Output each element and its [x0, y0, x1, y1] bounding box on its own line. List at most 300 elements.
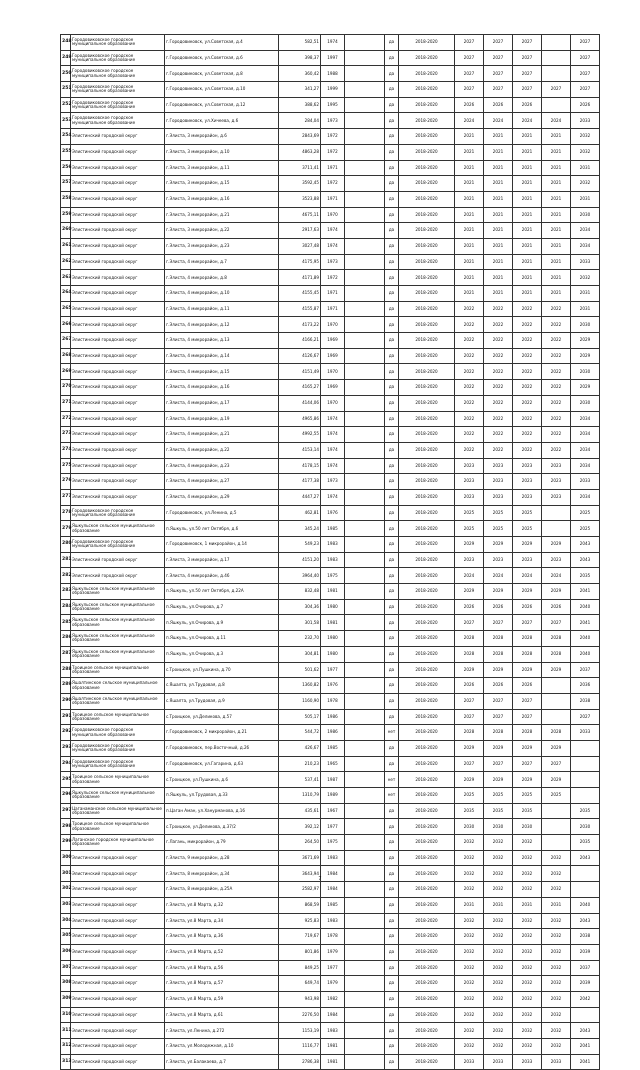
cell-area: 4177,38 [279, 474, 321, 490]
cell-area: 925,83 [279, 913, 321, 929]
cell-year-2: 2027 [484, 50, 513, 66]
cell-period: 2018-2020 [399, 537, 455, 553]
cell-address: п.Яшкуль, ул.Очирова, д.11 [165, 631, 279, 647]
table-row [61, 82, 600, 98]
cell-year-final: 2043 [571, 537, 600, 553]
cell-year-3: 2022 [513, 380, 542, 396]
cell-year-final: 2027 [571, 50, 600, 66]
cell-year-4: 2032 [542, 929, 571, 945]
cell-year-3: 2025 [513, 788, 542, 804]
cell-row-number: 296 [61, 788, 71, 804]
cell-year-2: 2021 [484, 270, 513, 286]
cell-year-1: 2022 [455, 380, 484, 396]
cell-period: 2018-2020 [399, 819, 455, 835]
table-row [61, 960, 600, 976]
cell-year-built: 1981 [321, 1054, 345, 1070]
cell-year-1: 2031 [455, 897, 484, 913]
cell-blank [345, 709, 385, 725]
cell-year-2: 2021 [484, 207, 513, 223]
cell-blank [345, 521, 385, 537]
cell-year-3: 2032 [513, 944, 542, 960]
cell-flag: да [385, 66, 399, 82]
cell-year-1: 2032 [455, 882, 484, 898]
cell-year-built: 1965 [321, 756, 345, 772]
cell-period: 2018-2020 [399, 144, 455, 160]
cell-period: 2018-2020 [399, 97, 455, 113]
table-row [61, 66, 600, 82]
cell-municipality: Яшкульское сельское муниципальное образование [71, 631, 165, 647]
cell-municipality: Элистинский городской округ [71, 411, 165, 427]
cell-period: 2018-2020 [399, 207, 455, 223]
cell-year-2: 2029 [484, 537, 513, 553]
cell-municipality: Яшкульское сельское муниципальное образование [71, 584, 165, 600]
cell-year-1: 2026 [455, 97, 484, 113]
cell-flag: да [385, 301, 399, 317]
cell-year-4 [542, 521, 571, 537]
cell-year-3: 2027 [513, 35, 542, 51]
table-row [61, 1039, 600, 1055]
cell-flag: да [385, 442, 399, 458]
cell-year-2: 2033 [484, 1054, 513, 1070]
cell-address: г.Элиста, ул.8 Марта, д.56 [165, 960, 279, 976]
cell-municipality: Городовиковское городское муниципальное образование [71, 537, 165, 553]
cell-year-3: 2021 [513, 270, 542, 286]
cell-year-4: 2021 [542, 238, 571, 254]
cell-year-4: 2029 [542, 662, 571, 678]
cell-flag: да [385, 129, 399, 145]
cell-year-1: 2024 [455, 113, 484, 129]
cell-year-1: 2032 [455, 913, 484, 929]
cell-municipality: Лаганское городское муниципальное образование [71, 835, 165, 851]
cell-year-2: 2022 [484, 348, 513, 364]
cell-municipality: Элистинский городской округ [71, 254, 165, 270]
cell-year-final: 2033 [571, 474, 600, 490]
cell-municipality: Элистинский городской округ [71, 850, 165, 866]
cell-flag: да [385, 474, 399, 490]
cell-row-number: 248 [61, 35, 71, 51]
cell-address: г.Городовиковск, ул.Ленина, д.5 [165, 505, 279, 521]
cell-year-built: 1989 [321, 788, 345, 804]
cell-year-2: 2032 [484, 866, 513, 882]
table-row [61, 662, 600, 678]
cell-period: 2018-2020 [399, 223, 455, 239]
cell-year-1: 2029 [455, 772, 484, 788]
cell-flag: да [385, 82, 399, 98]
cell-year-4: 2021 [542, 207, 571, 223]
cell-address: г.Городовиковск, ул.Советская, д.6 [165, 50, 279, 66]
cell-address: п.Яшкуль, ул.50 лет Октября, д.6 [165, 521, 279, 537]
cell-year-4 [542, 50, 571, 66]
cell-period: 2018-2020 [399, 772, 455, 788]
table-row [61, 238, 600, 254]
cell-year-built: 1972 [321, 270, 345, 286]
cell-year-3: 2021 [513, 238, 542, 254]
cell-blank [345, 458, 385, 474]
cell-blank [345, 662, 385, 678]
table-row [61, 395, 600, 411]
cell-address: с.Яшалта, ул.Трудовая, д.8 [165, 678, 279, 694]
cell-blank [345, 1007, 385, 1023]
cell-row-number: 308 [61, 976, 71, 992]
cell-flag: да [385, 489, 399, 505]
table-row [61, 772, 600, 788]
cell-year-2: 2029 [484, 740, 513, 756]
cell-period: 2018-2020 [399, 191, 455, 207]
cell-address: г.Элиста, ул.8 Марта, д.61 [165, 1007, 279, 1023]
cell-address: с.Троицкое, ул.Пушкина, д.6 [165, 772, 279, 788]
cell-period: 2018-2020 [399, 944, 455, 960]
cell-address: г.Элиста, 3 микрорайон, д.23 [165, 238, 279, 254]
cell-row-number: 280 [61, 537, 71, 553]
table-row [61, 944, 600, 960]
cell-year-1: 2023 [455, 552, 484, 568]
cell-year-built: 1983 [321, 1023, 345, 1039]
cell-area: 3711,41 [279, 160, 321, 176]
cell-year-1: 2027 [455, 66, 484, 82]
cell-year-1: 2022 [455, 333, 484, 349]
cell-flag: да [385, 97, 399, 113]
cell-year-3: 2026 [513, 97, 542, 113]
cell-year-final: 2030 [571, 207, 600, 223]
cell-year-4: 2026 [542, 599, 571, 615]
cell-area: 345,24 [279, 521, 321, 537]
cell-year-4: 2029 [542, 537, 571, 553]
cell-address: г.Элиста, 4 микрорайон, д.12 [165, 317, 279, 333]
table-row [61, 348, 600, 364]
cell-blank [345, 929, 385, 945]
cell-area: 2843,69 [279, 129, 321, 145]
cell-year-3: 2033 [513, 1054, 542, 1070]
cell-year-3: 2022 [513, 333, 542, 349]
cell-year-3: 2032 [513, 850, 542, 866]
cell-flag: да [385, 709, 399, 725]
table-row [61, 223, 600, 239]
cell-blank [345, 803, 385, 819]
cell-period: 2018-2020 [399, 788, 455, 804]
table-row [61, 976, 600, 992]
cell-period: 2018-2020 [399, 646, 455, 662]
cell-municipality: Элистинский городской округ [71, 144, 165, 160]
cell-address: г.Элиста, 4 микрорайон, д.46 [165, 568, 279, 584]
cell-year-2: 2021 [484, 286, 513, 302]
cell-blank [345, 1023, 385, 1039]
cell-year-4: 2032 [542, 1039, 571, 1055]
table-row [61, 646, 600, 662]
cell-row-number: 299 [61, 835, 71, 851]
cell-year-final: 2033 [571, 725, 600, 741]
cell-year-final: 2041 [571, 584, 600, 600]
cell-period: 2018-2020 [399, 129, 455, 145]
cell-area: 264,50 [279, 835, 321, 851]
cell-flag: да [385, 207, 399, 223]
cell-flag: да [385, 191, 399, 207]
cell-period: 2018-2020 [399, 238, 455, 254]
table-row [61, 270, 600, 286]
cell-blank [345, 474, 385, 490]
cell-municipality: Элистинский городской округ [71, 474, 165, 490]
cell-year-3: 2032 [513, 913, 542, 929]
cell-year-built: 1995 [321, 97, 345, 113]
cell-period: 2018-2020 [399, 568, 455, 584]
cell-year-4: 2031 [542, 897, 571, 913]
cell-year-1: 2029 [455, 584, 484, 600]
cell-flag: да [385, 176, 399, 192]
cell-row-number: 278 [61, 505, 71, 521]
table-row [61, 35, 600, 51]
cell-flag: да [385, 929, 399, 945]
cell-blank [345, 725, 385, 741]
cell-period: 2018-2020 [399, 521, 455, 537]
cell-address: г.Элиста, 4 микрорайон, д.29 [165, 489, 279, 505]
cell-municipality: Городовиковское городское муниципальное образование [71, 50, 165, 66]
cell-row-number: 254 [61, 129, 71, 145]
cell-row-number: 310 [61, 1007, 71, 1023]
cell-flag: да [385, 913, 399, 929]
cell-year-2: 2023 [484, 474, 513, 490]
cell-year-1: 2027 [455, 693, 484, 709]
cell-period: 2018-2020 [399, 1023, 455, 1039]
cell-year-4: 2022 [542, 380, 571, 396]
cell-year-4: 2027 [542, 756, 571, 772]
cell-year-built: 1973 [321, 254, 345, 270]
cell-year-1: 2021 [455, 238, 484, 254]
cell-year-final: 2029 [571, 380, 600, 396]
cell-municipality: Городовиковское городское муниципальное образование [71, 725, 165, 741]
cell-year-built: 1974 [321, 411, 345, 427]
cell-year-built: 1984 [321, 1007, 345, 1023]
table-row [61, 505, 600, 521]
cell-area: 4144,06 [279, 395, 321, 411]
cell-row-number: 268 [61, 348, 71, 364]
cell-year-final: 2038 [571, 929, 600, 945]
cell-flag: да [385, 944, 399, 960]
table-row [61, 819, 600, 835]
table-row [61, 835, 600, 851]
cell-year-final: 2040 [571, 646, 600, 662]
cell-address: г.Элиста, 9 микрорайон, д.28 [165, 850, 279, 866]
cell-year-2: 2022 [484, 380, 513, 396]
cell-year-3: 2023 [513, 458, 542, 474]
cell-period: 2018-2020 [399, 803, 455, 819]
cell-row-number: 263 [61, 270, 71, 286]
cell-year-final: 2026 [571, 97, 600, 113]
cell-flag: да [385, 505, 399, 521]
table-row [61, 144, 600, 160]
cell-blank [345, 772, 385, 788]
cell-year-4: 2027 [542, 82, 571, 98]
cell-area: 649,74 [279, 976, 321, 992]
cell-period: 2018-2020 [399, 301, 455, 317]
cell-blank [345, 976, 385, 992]
cell-address: г.Городовиковск, ул.Советская, д.10 [165, 82, 279, 98]
cell-year-3: 2029 [513, 772, 542, 788]
cell-municipality: Элистинский городской округ [71, 552, 165, 568]
table-row [61, 380, 600, 396]
cell-year-1: 2027 [455, 615, 484, 631]
cell-address: г.Элиста, ул.8 Марта, д.36 [165, 929, 279, 945]
cell-area: 4992,55 [279, 427, 321, 443]
cell-address: г.Элиста, 4 микрорайон, д.10 [165, 286, 279, 302]
cell-year-final: 2038 [571, 693, 600, 709]
cell-year-built: 1969 [321, 333, 345, 349]
cell-year-2: 2021 [484, 191, 513, 207]
cell-year-3: 2022 [513, 411, 542, 427]
cell-year-2: 2021 [484, 144, 513, 160]
cell-year-3: 2023 [513, 474, 542, 490]
cell-municipality: Элистинский городской округ [71, 882, 165, 898]
cell-year-2: 2022 [484, 364, 513, 380]
cell-address: г.Городовиковск, пер.Восточный, д.26 [165, 740, 279, 756]
table-row [61, 709, 600, 725]
cell-address: г.Элиста, ул.Ленина, д.272 [165, 1023, 279, 1039]
cell-municipality: Яшкульское сельское муниципальное образование [71, 615, 165, 631]
cell-area: 4175,95 [279, 254, 321, 270]
cell-blank [345, 944, 385, 960]
cell-year-built: 1988 [321, 66, 345, 82]
table-row [61, 97, 600, 113]
cell-row-number: 305 [61, 929, 71, 945]
cell-year-final: 2034 [571, 489, 600, 505]
cell-municipality: Городовиковское городское муниципальное образование [71, 113, 165, 129]
cell-year-4 [542, 678, 571, 694]
cell-municipality: Яшалтинское сельское муниципальное образование [71, 678, 165, 694]
cell-year-4: 2032 [542, 866, 571, 882]
cell-year-final: 2033 [571, 254, 600, 270]
table-row [61, 568, 600, 584]
cell-year-final: 2034 [571, 223, 600, 239]
cell-blank [345, 301, 385, 317]
cell-year-4: 2032 [542, 913, 571, 929]
cell-flag: да [385, 991, 399, 1007]
cell-year-built: 1997 [321, 50, 345, 66]
cell-year-3: 2021 [513, 254, 542, 270]
cell-area: 4178,15 [279, 458, 321, 474]
cell-year-final: 2035 [571, 803, 600, 819]
cell-blank [345, 756, 385, 772]
cell-blank [345, 82, 385, 98]
cell-address: г.Элиста, 4 микрорайон, д.27 [165, 474, 279, 490]
cell-year-1: 2022 [455, 427, 484, 443]
cell-year-2: 2022 [484, 333, 513, 349]
cell-year-2: 2024 [484, 113, 513, 129]
cell-row-number: 279 [61, 521, 71, 537]
cell-row-number: 262 [61, 254, 71, 270]
cell-address: г.Городовиковск, 1 микрорайон, д.14 [165, 537, 279, 553]
cell-year-4: 2025 [542, 788, 571, 804]
cell-year-final: 2025 [571, 505, 600, 521]
cell-municipality: Троицкое сельское муниципальное образование [71, 709, 165, 725]
cell-address: с.Яшалта, ул.Трудовая, д.9 [165, 693, 279, 709]
cell-row-number: 295 [61, 772, 71, 788]
cell-row-number: 273 [61, 427, 71, 443]
cell-year-final: 2040 [571, 897, 600, 913]
cell-year-2: 2022 [484, 317, 513, 333]
cell-year-2: 2022 [484, 411, 513, 427]
cell-row-number: 311 [61, 1023, 71, 1039]
cell-area: 4126,67 [279, 348, 321, 364]
cell-area: 301,58 [279, 615, 321, 631]
cell-area: 4166,21 [279, 333, 321, 349]
cell-year-1: 2032 [455, 1007, 484, 1023]
cell-period: 2018-2020 [399, 709, 455, 725]
table-row [61, 552, 600, 568]
cell-municipality: Троицкое сельское муниципальное образование [71, 662, 165, 678]
cell-year-2: 2032 [484, 850, 513, 866]
cell-address: г.Элиста, 3 микрорайон, д.21 [165, 207, 279, 223]
cell-blank [345, 223, 385, 239]
cell-address: г.Элиста, ул.8 Марта, д.32 [165, 897, 279, 913]
cell-row-number: 261 [61, 238, 71, 254]
cell-area: 849,25 [279, 960, 321, 976]
cell-row-number: 290 [61, 693, 71, 709]
cell-year-3: 2021 [513, 286, 542, 302]
cell-area: 232,70 [279, 631, 321, 647]
cell-year-built: 1980 [321, 631, 345, 647]
cell-address: г.Элиста, 3 микрорайон, д.17 [165, 552, 279, 568]
cell-year-final: 2043 [571, 1023, 600, 1039]
cell-address: с.Троицкое, ул.Пушкина, д.70 [165, 662, 279, 678]
cell-address: г.Элиста, 3 микрорайон, д.16 [165, 191, 279, 207]
cell-year-final: 2039 [571, 944, 600, 960]
table-row [61, 584, 600, 600]
cell-year-3: 2032 [513, 929, 542, 945]
cell-year-2: 2032 [484, 913, 513, 929]
cell-flag: да [385, 521, 399, 537]
cell-year-final: 2040 [571, 599, 600, 615]
cell-year-built: 1984 [321, 866, 345, 882]
cell-flag: да [385, 254, 399, 270]
cell-row-number: 312 [61, 1039, 71, 1055]
cell-blank [345, 380, 385, 396]
cell-year-1: 2028 [455, 631, 484, 647]
cell-address: г.Городовиковск, ул.Советская, д.12 [165, 97, 279, 113]
cell-year-1: 2032 [455, 850, 484, 866]
cell-area: 582,51 [279, 35, 321, 51]
cell-area: 537,41 [279, 772, 321, 788]
cell-area: 3671,69 [279, 850, 321, 866]
cell-flag: да [385, 35, 399, 51]
cell-flag: да [385, 882, 399, 898]
cell-year-built: 1980 [321, 646, 345, 662]
cell-year-built: 1977 [321, 662, 345, 678]
cell-year-3: 2026 [513, 599, 542, 615]
cell-year-built: 1969 [321, 348, 345, 364]
cell-year-4: 2033 [542, 1054, 571, 1070]
cell-municipality: Элистинский городской округ [71, 913, 165, 929]
cell-blank [345, 788, 385, 804]
cell-flag: да [385, 411, 399, 427]
cell-year-4: 2022 [542, 442, 571, 458]
cell-year-3: 2022 [513, 317, 542, 333]
cell-period: 2018-2020 [399, 176, 455, 192]
cell-flag: да [385, 364, 399, 380]
cell-flag: да [385, 427, 399, 443]
cell-flag: да [385, 395, 399, 411]
cell-year-built: 1971 [321, 191, 345, 207]
cell-address: г.Элиста, 4 микрорайон, д.22 [165, 442, 279, 458]
cell-year-3: 2027 [513, 693, 542, 709]
table-row [61, 427, 600, 443]
cell-area: 832,48 [279, 584, 321, 600]
cell-period: 2018-2020 [399, 35, 455, 51]
cell-year-built: 1981 [321, 1039, 345, 1055]
cell-year-3: 2021 [513, 144, 542, 160]
cell-year-2: 2032 [484, 991, 513, 1007]
cell-municipality: Элистинский городской округ [71, 286, 165, 302]
cell-blank [345, 615, 385, 631]
cell-blank [345, 599, 385, 615]
table-row [61, 740, 600, 756]
